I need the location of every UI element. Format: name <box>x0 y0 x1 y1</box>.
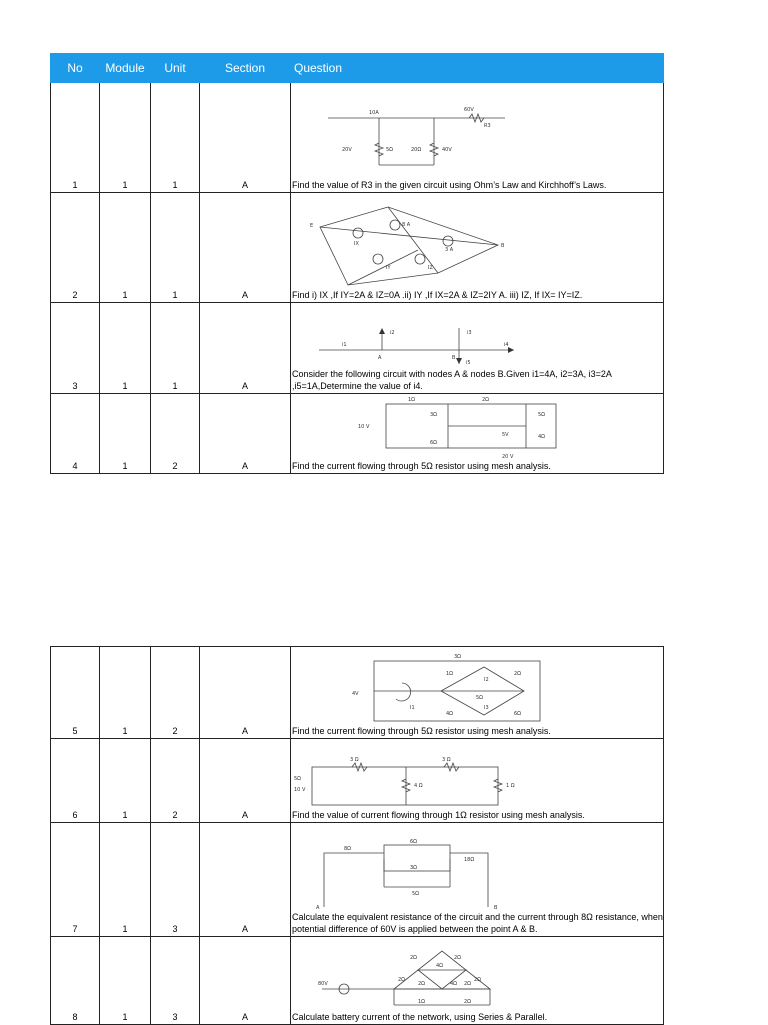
cell-no: 7 <box>51 823 100 937</box>
c6-label: 4 Ω <box>414 783 423 789</box>
cell-unit: 2 <box>151 739 200 823</box>
circuit-diagram-3 <box>314 322 663 368</box>
c5-label: I1 <box>410 705 415 711</box>
c1-label: 20Ω <box>411 147 422 153</box>
circuit-diagram-2 <box>298 205 663 289</box>
cell-section: A <box>200 647 291 739</box>
circuit-diagram-7 <box>314 837 663 911</box>
c1-label: 60V <box>464 107 474 113</box>
header-question: Question <box>291 54 664 83</box>
cell-question <box>291 193 664 303</box>
cell-module: 1 <box>100 647 151 739</box>
c8-label: 2Ω <box>464 999 472 1005</box>
cell-module: 1 <box>100 739 151 823</box>
c5-label: 4V <box>352 691 359 697</box>
header-row <box>51 54 664 83</box>
circuit-diagram-8 <box>314 945 663 1011</box>
cell-question <box>291 303 664 394</box>
cell-module: 1 <box>100 937 151 1025</box>
table-row <box>51 83 664 193</box>
c7-label: 6Ω <box>410 839 418 845</box>
cell-question <box>291 394 664 474</box>
c8-label: 2Ω <box>410 955 418 961</box>
c2-label: B <box>501 243 505 249</box>
c1-label: 5Ω <box>386 147 394 153</box>
cell-section: A <box>200 193 291 303</box>
cell-section: A <box>200 937 291 1025</box>
c3-label: i1 <box>342 342 347 348</box>
question-text: Find the value of current flowing through 1Ω resistor using mesh analysis. <box>292 810 585 820</box>
c5-label: I3 <box>484 705 489 711</box>
question-text: Calculate battery current of the network, using Series & Parallel. <box>292 1012 548 1022</box>
c3-label: i5 <box>466 360 471 366</box>
cell-question <box>291 647 664 739</box>
c8-label: 4Ω <box>436 963 444 969</box>
cell-no: 6 <box>51 739 100 823</box>
c5-label: 6Ω <box>514 711 522 717</box>
c2-label: 3 A <box>445 247 454 253</box>
c1-label: 10A <box>369 110 379 116</box>
cell-section: A <box>200 823 291 937</box>
cell-module: 1 <box>100 303 151 394</box>
c2-label: IY <box>386 265 391 271</box>
cell-section: A <box>200 394 291 474</box>
cell-question <box>291 83 664 193</box>
c4-label: 5V <box>502 432 509 438</box>
question-text: Find the current flowing through 5Ω resistor using mesh analysis. <box>292 726 551 736</box>
table-row <box>51 394 664 474</box>
header-unit: Unit <box>151 54 200 83</box>
c4-label: 3Ω <box>430 412 438 418</box>
c6-label: 3 Ω <box>350 757 359 763</box>
c1-label: R3 <box>484 123 491 129</box>
cell-unit: 2 <box>151 647 200 739</box>
c6-label: 3 Ω <box>442 757 451 763</box>
cell-no: 1 <box>51 83 100 193</box>
table-row <box>51 739 664 823</box>
cell-section: A <box>200 83 291 193</box>
c8-label: 2Ω <box>418 981 426 987</box>
c5-label: 3Ω <box>454 654 462 660</box>
c8-label: 2Ω <box>464 981 472 987</box>
c2-label: 8 A <box>402 222 411 228</box>
c4-label: 6Ω <box>430 440 438 446</box>
c7-label: 5Ω <box>412 891 420 897</box>
cell-no: 3 <box>51 303 100 394</box>
c6-label: 5Ω <box>294 776 302 782</box>
c8-label: 80V <box>318 981 328 987</box>
cell-module: 1 <box>100 823 151 937</box>
c7-label: A <box>316 905 320 911</box>
c6-label: 1 Ω <box>506 783 515 789</box>
circuit-diagram-1 <box>324 103 663 179</box>
header-no: No <box>51 54 100 83</box>
c2-label: E <box>310 223 314 229</box>
c4-label: 5Ω <box>538 412 546 418</box>
header-module: Module <box>100 54 151 83</box>
cell-no: 8 <box>51 937 100 1025</box>
cell-unit: 1 <box>151 303 200 394</box>
cell-no: 4 <box>51 394 100 474</box>
c8-label: 2Ω <box>398 977 406 983</box>
c2-label: IZ <box>428 265 433 271</box>
cell-question <box>291 937 664 1025</box>
circuit-diagram-4 <box>356 396 663 460</box>
c8-label: 1Ω <box>418 999 426 1005</box>
c3-label: i3 <box>467 330 472 336</box>
c7-label: 18Ω <box>464 857 475 863</box>
c1-label: 40V <box>442 147 452 153</box>
table-row <box>51 303 664 394</box>
c5-label: 2Ω <box>514 671 522 677</box>
cell-section: A <box>200 303 291 394</box>
c4-label: 20 V <box>502 454 514 460</box>
c3-label: B <box>452 355 456 361</box>
c8-label: 4Ω <box>450 981 458 987</box>
cell-module: 1 <box>100 193 151 303</box>
c5-label: 4Ω <box>446 711 454 717</box>
cell-no: 5 <box>51 647 100 739</box>
cell-question <box>291 823 664 937</box>
c4-label: 4Ω <box>538 434 546 440</box>
circuit-diagram-5 <box>346 651 663 725</box>
cell-module: 1 <box>100 394 151 474</box>
question-text: Consider the following circuit with nodes A & nodes B.Given i1=4A, i2=3A, i3=2A ,i5=1A,Determine the value of i4. <box>292 369 612 391</box>
cell-unit: 3 <box>151 823 200 937</box>
question-table-2 <box>50 646 664 1025</box>
table-row <box>51 823 664 937</box>
question-text: Calculate the equivalent resistance of the circuit and the current through 8Ω resistance, when potential difference of 60V is applied between the point A & B. <box>292 912 663 934</box>
cell-section: A <box>200 739 291 823</box>
cell-no: 2 <box>51 193 100 303</box>
table-row <box>51 647 664 739</box>
c5-label: 5Ω <box>476 695 484 701</box>
cell-unit: 1 <box>151 83 200 193</box>
question-text: Find the value of R3 in the given circuit using Ohm’s Law and Kirchhoff’s Laws. <box>292 180 607 190</box>
question-table-1 <box>50 53 664 474</box>
c8-label: 2Ω <box>454 955 462 961</box>
c2-label: IX <box>354 241 359 247</box>
c7-label: B <box>494 905 498 911</box>
c7-label: 3Ω <box>410 865 418 871</box>
c5-label: I2 <box>484 677 489 683</box>
c4-label: 1Ω <box>408 397 416 403</box>
cell-unit: 3 <box>151 937 200 1025</box>
question-text: Find the current flowing through 5Ω resistor using mesh analysis. <box>292 461 551 471</box>
cell-unit: 2 <box>151 394 200 474</box>
header-section: Section <box>200 54 291 83</box>
cell-unit: 1 <box>151 193 200 303</box>
c6-label: 10 V <box>294 787 306 793</box>
c4-label: 10 V <box>358 424 370 430</box>
table-row <box>51 193 664 303</box>
cell-question <box>291 739 664 823</box>
c8-label: 2Ω <box>474 977 482 983</box>
c3-label: i2 <box>390 330 395 336</box>
c3-label: A <box>378 355 382 361</box>
table-row <box>51 937 664 1025</box>
question-text: Find i) IX ,If IY=2A & IZ=0A .ii) IY ,If IX=2A & IZ=2IY A. iii) IZ, If IX= IY=IZ. <box>292 290 583 300</box>
c4-label: 2Ω <box>482 397 490 403</box>
c3-label: i4 <box>504 342 509 348</box>
cell-module: 1 <box>100 83 151 193</box>
c1-label: 20V <box>342 147 352 153</box>
c5-label: 1Ω <box>446 671 454 677</box>
circuit-diagram-6 <box>294 753 663 809</box>
c7-label: 8Ω <box>344 846 352 852</box>
